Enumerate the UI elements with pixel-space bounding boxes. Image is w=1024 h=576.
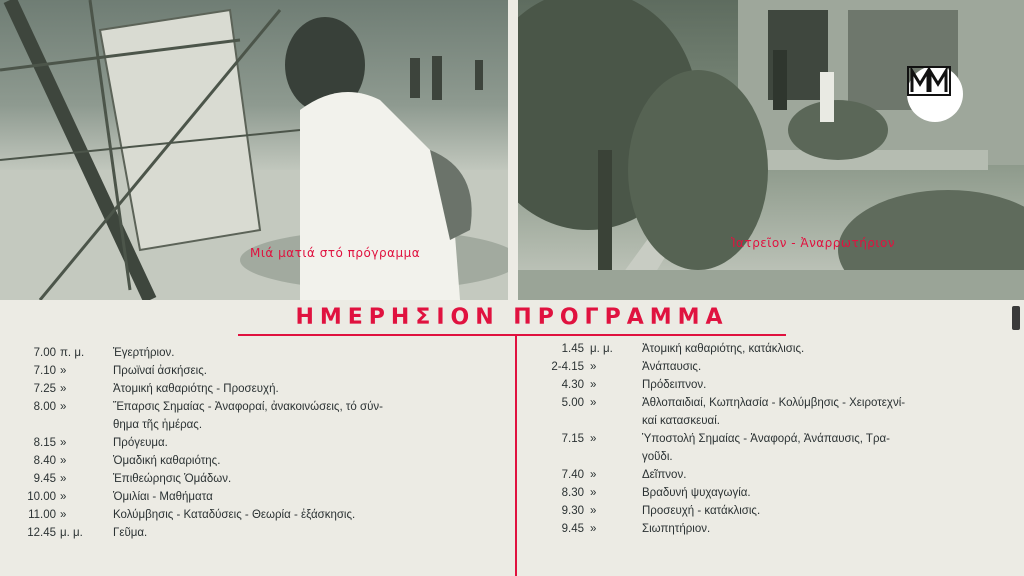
schedule-time: 12.45 — [27, 527, 56, 539]
schedule-row — [0, 524, 512, 542]
schedule-activity: Ἀτομική καθαριότης - Προσευχή. — [113, 383, 279, 395]
schedule-row — [520, 502, 1024, 520]
schedule-activity: Κολύμβησις - Καταδύσεις - Θεωρία - ἐξάσκησις. — [113, 509, 356, 521]
schedule-time: 9.45 — [561, 523, 584, 535]
schedule-period: » — [60, 383, 67, 395]
schedule-period: » — [590, 505, 597, 517]
schedule-activity: Βραδυνή ψυχαγωγία. — [642, 487, 751, 499]
schedule-time: 11.00 — [28, 509, 56, 521]
schedule-row-continuation — [0, 416, 512, 434]
schedule-time: 8.00 — [33, 401, 56, 413]
schedule-time: 7.15 — [561, 433, 584, 445]
schedule-time: 10.00 — [27, 491, 56, 503]
schedule-period: μ. μ. — [590, 343, 613, 355]
schedule-period: » — [60, 455, 67, 467]
schedule-period: » — [590, 379, 597, 391]
photo-caption-left: Μιά ματιά στό πρόγραμμα — [250, 246, 421, 260]
schedule-activity: Ἐγερτήριον. — [113, 347, 175, 359]
schedule-row — [520, 520, 1024, 538]
schedule-activity: Πρόδειπνον. — [642, 379, 707, 391]
schedule-row — [0, 380, 512, 398]
schedule-row — [0, 434, 512, 452]
schedule-activity: Ἀνάπαυσις. — [642, 361, 702, 373]
mm-logo — [907, 66, 963, 122]
schedule-time: 7.25 — [33, 383, 56, 395]
schedule-period: » — [60, 365, 67, 377]
schedule-activity: Ἀθλοπαιδιαί, Κωπηλασία - Κολύμβησις - Χειροτεχνί- — [642, 397, 906, 409]
schedule-activity-continued: θημα τῆς ἡμέρας. — [113, 419, 203, 431]
schedule-time: 7.40 — [561, 469, 584, 481]
schedule-row — [520, 376, 1024, 394]
schedule-period: π. μ. — [60, 347, 85, 359]
schedule-period: » — [60, 491, 67, 503]
schedule-time: 2-4.15 — [551, 361, 584, 373]
schedule-period: » — [60, 473, 67, 485]
schedule-row — [0, 398, 512, 416]
schedule-time: 8.15 — [33, 437, 56, 449]
schedule-time: 1.45 — [561, 343, 584, 355]
schedule-row-continuation — [520, 412, 1024, 430]
schedule-activity: Προσευχή - κατάκλισις. — [642, 505, 761, 517]
schedule-row — [520, 466, 1024, 484]
schedule-period: » — [590, 433, 597, 445]
schedule-activity: Γεῦμα. — [113, 527, 148, 539]
schedule-period: μ. μ. — [60, 527, 83, 539]
mm-logo-icon — [907, 66, 951, 96]
schedule-time: 5.00 — [561, 397, 584, 409]
schedule-activity: Ὁμιλίαι - Μαθήματα — [113, 491, 213, 503]
schedule-row — [0, 452, 512, 470]
photo-illustration — [518, 0, 1024, 300]
binding-mark — [1012, 306, 1020, 330]
schedule-column-left — [0, 344, 512, 542]
schedule-activity: Πρόγευμα. — [113, 437, 168, 449]
schedule-activity-continued: γοῦδι. — [642, 451, 673, 463]
schedule-time: 9.45 — [33, 473, 56, 485]
schedule-period: » — [590, 523, 597, 535]
schedule-activity: Πρωϊναί ἀσκήσεις. — [113, 365, 207, 377]
schedule-activity: Ἐπιθεώρησις Ὁμάδων. — [113, 473, 232, 485]
schedule-time: 9.30 — [561, 505, 584, 517]
schedule-period: » — [60, 401, 67, 413]
schedule-row — [0, 470, 512, 488]
schedule-period: » — [590, 361, 597, 373]
photo-schedule-board — [0, 0, 508, 300]
schedule-activity: Σιωπητήριον. — [642, 523, 711, 535]
schedule-period: » — [60, 509, 67, 521]
schedule-activity-continued: καί κατασκευαί. — [642, 415, 720, 427]
schedule-row — [520, 358, 1024, 376]
photo-infirmary — [518, 0, 1024, 300]
schedule-row — [520, 484, 1024, 502]
schedule-activity: Ὁμαδική καθαριότης. — [113, 455, 221, 467]
photo-caption-right: Ἰατρεῖον - Ἀναρρωτήριον — [731, 236, 896, 250]
schedule-time: 7.00 — [33, 347, 56, 359]
schedule-period: » — [590, 487, 597, 499]
schedule-activity: Ἀτομική καθαριότης, κατάκλισις. — [642, 343, 805, 355]
schedule-time: 8.40 — [33, 455, 56, 467]
schedule-time: 8.30 — [561, 487, 584, 499]
title-underline — [238, 334, 786, 336]
schedule-time: 4.30 — [561, 379, 584, 391]
column-divider — [515, 336, 517, 576]
schedule-row — [0, 344, 512, 362]
schedule-period: » — [60, 437, 67, 449]
schedule-activity: Ὑποστολή Σημαίας - Ἀναφορά, Ἀνάπαυσις, Τρα- — [642, 433, 890, 445]
schedule-row — [0, 488, 512, 506]
schedule-row — [0, 362, 512, 380]
schedule-row — [0, 506, 512, 524]
schedule-column-right — [520, 340, 1024, 538]
schedule-row-continuation — [520, 448, 1024, 466]
schedule-activity: Ἔπαρσις Σημαίας - Ἀναφοραί, ἀνακοινώσεις, τό σύν- — [113, 401, 383, 413]
schedule-time: 7.10 — [33, 365, 56, 377]
schedule-period: » — [590, 469, 597, 481]
schedule-row — [520, 394, 1024, 412]
page-title: ΗΜΕΡΗΣΙΟΝ ΠΡΟΓΡΑΜΜΑ — [295, 305, 729, 330]
schedule-period: » — [590, 397, 597, 409]
schedule-activity: Δεῖπνον. — [642, 469, 687, 481]
schedule-row — [520, 340, 1024, 358]
schedule-row — [520, 430, 1024, 448]
